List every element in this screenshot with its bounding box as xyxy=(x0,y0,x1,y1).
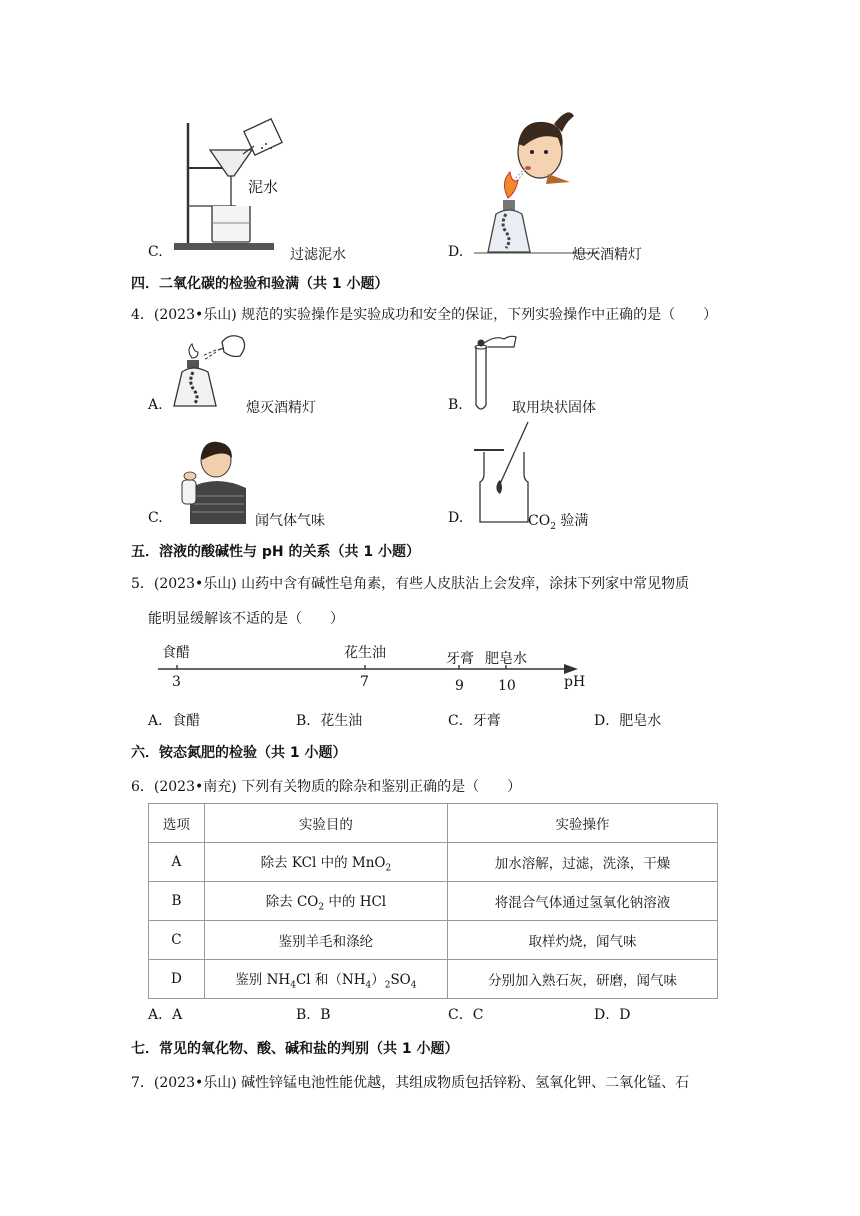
table-cell-operation: 将混合气体通过氢氧化钠溶液 xyxy=(448,882,718,921)
table-cell-operation: 分别加入熟石灰，研磨，闻气味 xyxy=(448,960,718,999)
options-table xyxy=(148,803,718,999)
question-5-line1: 5．(2023•乐山) 山药中含有碱性皂角素，有些人皮肤沾上会发痒，涂抹下列家中常见物质 xyxy=(131,576,690,592)
option-c-caption: 过滤泥水 xyxy=(290,247,346,263)
question-5-line2: 能明显缓解该不适的是（ ） xyxy=(148,611,344,627)
ph-value-9: 9 xyxy=(455,678,464,694)
option-4b-caption: 取用块状固体 xyxy=(512,400,596,416)
option-4a-letter: A. xyxy=(148,397,163,413)
option-c-letter: C. xyxy=(148,244,163,260)
ph-label-vinegar: 食醋 xyxy=(162,645,190,661)
ph-value-7: 7 xyxy=(360,674,369,690)
table-cell-aim: 除去 KCl 中的 MnO$_2$ xyxy=(204,843,447,882)
table-cell-option: C xyxy=(149,921,205,960)
ph-label-soap-water: 肥皂水 xyxy=(485,651,527,667)
section-6-heading: 六．铵态氮肥的检验（共 1 小题） xyxy=(131,745,347,761)
table-cell-operation: 加水溶解，过滤，洗涤，干燥 xyxy=(448,843,718,882)
section-5-heading: 五．溶液的酸碱性与 pH 的关系（共 1 小题） xyxy=(131,544,420,560)
table-cell-aim: 除去 $CO_2$ 中的 HCl xyxy=(204,882,447,921)
option-4c-letter: C. xyxy=(148,510,163,526)
girl-blowing-lamp-figure xyxy=(470,102,610,257)
smell-gas-figure xyxy=(176,440,256,524)
option-6a: A．A xyxy=(148,1007,183,1023)
option-4c-caption: 闻气体气味 xyxy=(255,513,325,529)
blow-out-lamp-figure xyxy=(172,330,257,410)
option-d-caption: 熄灭酒精灯 xyxy=(572,247,642,263)
table-row xyxy=(149,882,718,921)
table-header-cell: 实验目的 xyxy=(204,804,447,843)
section-7-heading: 七．常见的氧化物、酸、碱和盐的判别（共 1 小题） xyxy=(131,1041,459,1057)
option-5b: B．花生油 xyxy=(296,713,363,729)
option-4d-letter: D. xyxy=(448,510,464,526)
table-row xyxy=(149,843,718,882)
ph-value-3: 3 xyxy=(172,674,181,690)
option-5d: D．肥皂水 xyxy=(594,713,662,729)
option-5a: A．食醋 xyxy=(148,713,201,729)
question-6-text: 6．(2023•南充) 下列有关物质的除杂和鉴别正确的是（ ） xyxy=(131,779,522,795)
table-cell-option: D xyxy=(149,960,205,999)
table-header-row xyxy=(149,804,718,843)
table-row xyxy=(149,960,718,999)
section-4-heading: 四．二氧化碳的检验和验满（共 1 小题） xyxy=(131,276,389,292)
option-4d-caption: $CO_2$ 验满 xyxy=(528,513,589,532)
table-row xyxy=(149,921,718,960)
option-4a-caption: 熄灭酒精灯 xyxy=(246,400,316,416)
option-6d: D．D xyxy=(594,1007,631,1023)
table-cell-aim: 鉴别羊毛和涤纶 xyxy=(204,921,447,960)
table-cell-option: A xyxy=(149,843,205,882)
ph-label-peanut-oil: 花生油 xyxy=(344,645,386,661)
option-5c: C．牙膏 xyxy=(448,713,501,729)
table-cell-aim: 鉴别 $NH_4Cl$ 和$(NH_4)_2SO_4$ xyxy=(204,960,447,999)
ph-axis-label: pH xyxy=(564,674,586,690)
table-header-cell: 选项 xyxy=(149,804,205,843)
table-cell-option: B xyxy=(149,882,205,921)
question-4-text: 4．(2023•乐山) 规范的实验操作是实验成功和安全的保证，下列实验操作中正确的是（ ） xyxy=(131,307,718,323)
option-6c: C．C xyxy=(448,1007,484,1023)
question-7-text: 7．(2023•乐山) 碱性锌锰电池性能优越，其组成物质包括锌粉、氢氧化钾、二氧化锰、石 xyxy=(131,1075,690,1091)
ph-label-toothpaste: 牙膏 xyxy=(446,651,474,667)
table-header-cell: 实验操作 xyxy=(448,804,718,843)
option-d-letter: D. xyxy=(448,244,464,260)
muddy-water-label: 泥水 xyxy=(248,178,279,196)
table-cell-operation: 取样灼烧，闻气味 xyxy=(448,921,718,960)
option-4b-letter: B. xyxy=(448,397,463,413)
option-6b: B．B xyxy=(296,1007,331,1023)
ph-value-10: 10 xyxy=(498,678,516,694)
